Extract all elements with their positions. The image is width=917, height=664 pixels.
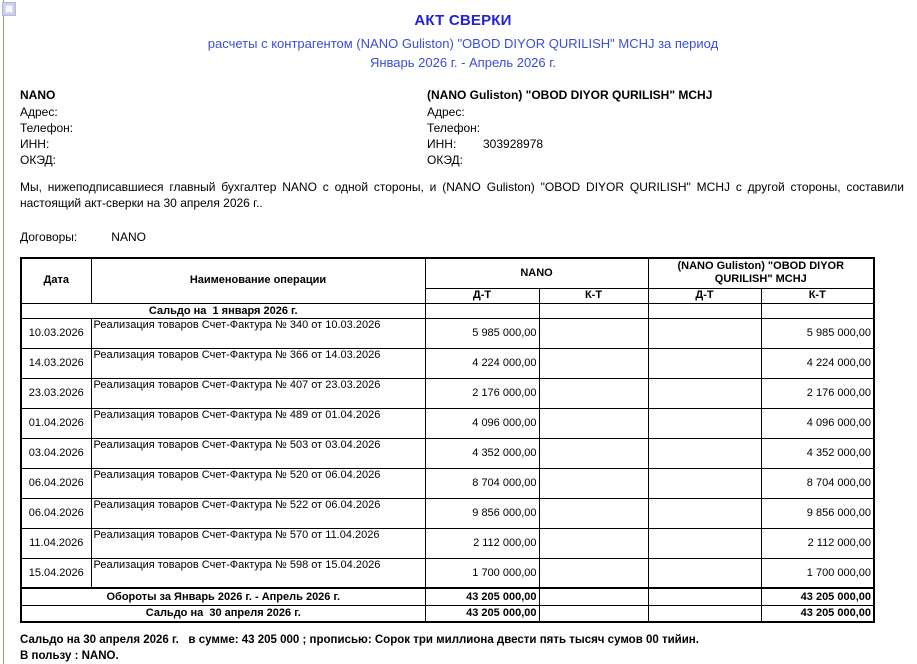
header-group-right: (NANO Guliston) "OBOD DIYOR QURILISH" MCHJ (648, 258, 874, 288)
table-row (21, 408, 874, 438)
debit-left-cell: 1 700 000,00 (425, 558, 539, 588)
summary-footer (20, 632, 906, 664)
document-subtitle-line1: расчеты с контрагентом (NANO Guliston) "OBOD DIYOR QURILISH" MCHJ за период (207, 36, 719, 51)
inn-label: ИНН: (20, 137, 50, 151)
debit-right-cell (648, 318, 761, 348)
address-label: Адрес: (20, 105, 58, 119)
phone-label: Телефон: (20, 121, 74, 135)
header-group-left: NANO (425, 258, 648, 288)
credit-right-cell: 4 096 000,00 (761, 408, 874, 438)
closing-balance-row (21, 605, 874, 622)
debit-left-cell: 8 704 000,00 (425, 468, 539, 498)
party-left-address (20, 104, 427, 120)
address-label: Адрес: (427, 105, 465, 119)
inn-label: ИНН: (427, 137, 457, 151)
table-row (21, 498, 874, 528)
turnover-debit-right (648, 588, 761, 605)
table-header-row-groups (21, 258, 874, 288)
debit-right-cell (648, 498, 761, 528)
summary-amount-line: Сальдо на 30 апреля 2026 г. в сумме: 43 205 000 ; прописью: Сорок три миллиона двести пять тысяч сумов 00 тийин. (20, 634, 699, 646)
report-page (20, 8, 906, 664)
debit-right-cell (648, 378, 761, 408)
credit-right-cell: 4 224 000,00 (761, 348, 874, 378)
opening-balance-label: Сальдо на 1 января 2026 г. (21, 303, 425, 318)
operation-cell: Реализация товаров Счет-Фактура № 366 от 14.03.2026 (91, 348, 425, 378)
header-credit-left: К-Т (539, 288, 648, 303)
credit-left-cell (539, 468, 648, 498)
header-date: Дата (21, 258, 91, 303)
operation-cell: Реализация товаров Счет-Фактура № 503 от 03.04.2026 (91, 438, 425, 468)
reconciliation-table (20, 257, 875, 623)
party-right-inn (427, 136, 906, 152)
operation-cell: Реализация товаров Счет-Фактура № 340 от 10.03.2026 (91, 318, 425, 348)
table-row (21, 468, 874, 498)
debit-left-cell: 2 112 000,00 (425, 528, 539, 558)
debit-left-cell: 4 352 000,00 (425, 438, 539, 468)
oked-label: ОКЭД: (427, 153, 464, 167)
operation-cell: Реализация товаров Счет-Фактура № 489 от 01.04.2026 (91, 408, 425, 438)
turnover-credit-right: 43 205 000,00 (761, 588, 874, 605)
credit-left-cell (539, 348, 648, 378)
table-row (21, 378, 874, 408)
credit-right-cell: 5 985 000,00 (761, 318, 874, 348)
select-all-corner-button[interactable] (2, 2, 16, 16)
credit-right-cell: 4 352 000,00 (761, 438, 874, 468)
turnover-total-row (21, 588, 874, 605)
credit-left-cell (539, 498, 648, 528)
debit-right-cell (648, 348, 761, 378)
operation-cell: Реализация товаров Счет-Фактура № 598 от 15.04.2026 (91, 558, 425, 588)
date-cell: 14.03.2026 (21, 348, 91, 378)
credit-right-cell: 8 704 000,00 (761, 468, 874, 498)
debit-right-cell (648, 528, 761, 558)
header-operation: Наименование операции (91, 258, 425, 303)
opening-kt-left (539, 303, 648, 318)
closing-balance-label: Сальдо на 30 апреля 2026 г. (21, 605, 425, 622)
date-cell: 10.03.2026 (21, 318, 91, 348)
debit-right-cell (648, 468, 761, 498)
debit-right-cell (648, 558, 761, 588)
date-cell: 06.04.2026 (21, 498, 91, 528)
table-row (21, 558, 874, 588)
contracts-value: NANO (111, 230, 146, 244)
opening-dt-left (425, 303, 539, 318)
credit-right-cell: 2 176 000,00 (761, 378, 874, 408)
party-left-phone (20, 120, 427, 136)
inn-value: 303928978 (483, 137, 544, 151)
party-right-name: (NANO Guliston) "OBOD DIYOR QURILISH" MCHJ (427, 88, 713, 102)
header-debit-right: Д-Т (648, 288, 761, 303)
credit-left-cell (539, 378, 648, 408)
party-right-address (427, 104, 906, 120)
date-cell: 11.04.2026 (21, 528, 91, 558)
debit-left-cell: 4 096 000,00 (425, 408, 539, 438)
turnover-label: Обороты за Январь 2026 г. - Апрель 2026 г. (21, 588, 425, 605)
credit-left-cell (539, 408, 648, 438)
document-title: АКТ СВЕРКИ (414, 12, 512, 29)
debit-left-cell: 5 985 000,00 (425, 318, 539, 348)
party-left-name: NANO (20, 88, 56, 102)
date-cell: 03.04.2026 (21, 438, 91, 468)
party-right-phone (427, 120, 906, 136)
header-credit-right: К-Т (761, 288, 874, 303)
debit-right-cell (648, 408, 761, 438)
party-left (20, 87, 427, 168)
date-cell: 23.03.2026 (21, 378, 91, 408)
debit-left-cell: 9 856 000,00 (425, 498, 539, 528)
table-row (21, 318, 874, 348)
corner-button-inner-square (5, 5, 13, 13)
operation-cell: Реализация товаров Счет-Фактура № 407 от 23.03.2026 (91, 378, 425, 408)
operation-cell: Реализация товаров Счет-Фактура № 570 от 11.04.2026 (91, 528, 425, 558)
credit-left-cell (539, 528, 648, 558)
table-row (21, 438, 874, 468)
closing-debit-right (648, 605, 761, 622)
turnover-credit-left (539, 588, 648, 605)
closing-credit-right: 43 205 000,00 (761, 605, 874, 622)
operation-cell: Реализация товаров Счет-Фактура № 520 от 06.04.2026 (91, 468, 425, 498)
debit-left-cell: 4 224 000,00 (425, 348, 539, 378)
credit-right-cell: 2 112 000,00 (761, 528, 874, 558)
credit-left-cell (539, 438, 648, 468)
party-left-oked (20, 152, 427, 168)
date-cell: 01.04.2026 (21, 408, 91, 438)
page-edge-line (3, 0, 4, 664)
table-row (21, 348, 874, 378)
summary-beneficiary-line: В пользу : NANO. (20, 650, 119, 662)
header-debit-left: Д-Т (425, 288, 539, 303)
operation-cell: Реализация товаров Счет-Фактура № 522 от 06.04.2026 (91, 498, 425, 528)
opening-kt-right (761, 303, 874, 318)
credit-left-cell (539, 558, 648, 588)
document-subtitle-line2: Январь 2026 г. - Апрель 2026 г. (369, 55, 557, 70)
credit-right-cell: 1 700 000,00 (761, 558, 874, 588)
debit-right-cell (648, 438, 761, 468)
closing-credit-left (539, 605, 648, 622)
credit-left-cell (539, 318, 648, 348)
debit-left-cell: 2 176 000,00 (425, 378, 539, 408)
oked-label: ОКЭД: (20, 153, 57, 167)
table-row (21, 528, 874, 558)
turnover-debit-left: 43 205 000,00 (425, 588, 539, 605)
opening-dt-right (648, 303, 761, 318)
date-cell: 06.04.2026 (21, 468, 91, 498)
party-left-inn (20, 136, 427, 152)
credit-right-cell: 9 856 000,00 (761, 498, 874, 528)
preamble-text: Мы, нижеподписавшиеся главный бухгалтер NANO с одной стороны, и (NANO Guliston) "OBOD DIYOR QURILISH" MCHJ с другой стороны, составили настоящий акт-сверки на 30 апреля 2026 г.. (20, 180, 904, 210)
date-cell: 15.04.2026 (21, 558, 91, 588)
contracts-line (20, 230, 906, 244)
party-right-oked (427, 152, 906, 168)
opening-balance-row (21, 303, 874, 318)
contracts-label: Договоры: (20, 230, 78, 244)
closing-debit-left: 43 205 000,00 (425, 605, 539, 622)
parties-info (20, 87, 906, 168)
phone-label: Телефон: (427, 121, 481, 135)
party-right (427, 87, 906, 168)
